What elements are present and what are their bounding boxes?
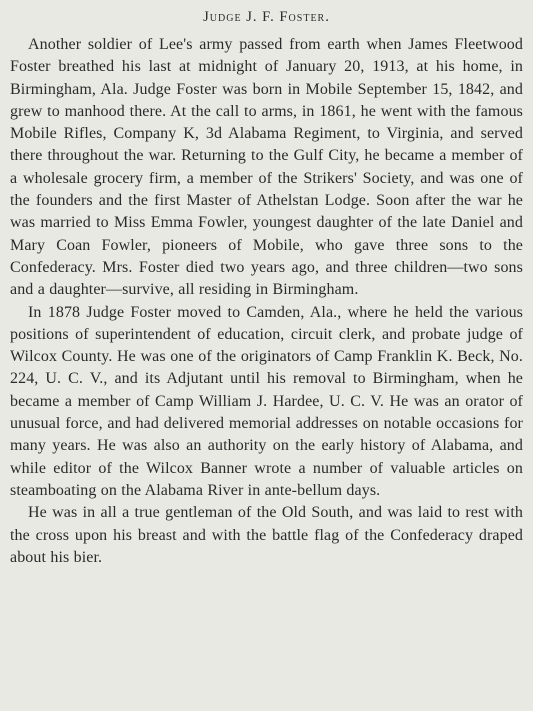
- paragraph-1: Another soldier of Lee's army passed from earth when James Fleetwood Foster breathed his last at midnight of January 20, 1913, at his home, in Birmingham, Ala. Judge Foster was born in Mobile September 15, 1842, and grew to manhood there. At the call to arms, in 1861, he went with the famous Mobile Rifles, Company K, 3d Alabama Regiment, to Virginia, and served there throughout the war. Returning to the Gulf City, he became a member of a wholesale grocery firm, a member of the Strikers' Society, and was one of the founders and the first Master of Athelstan Lodge. Soon after the war he was married to Miss Emma Fowler, youngest daughter of the late Daniel and Mary Coan Fowler, pioneers of Mobile, who gave three sons to the Confederacy. Mrs. Foster died two years ago, and three children—two sons and a daughter—survive, all residing in Birmingham.: [10, 36, 523, 299]
- article-title: Judge J. F. Foster.: [203, 9, 330, 25]
- paragraph-3: He was in all a true gentleman of the Old South, and was laid to rest with the cross upon his breast and with the battle flag of the Confederacy draped about his bier.: [10, 504, 523, 566]
- paragraph-2: In 1878 Judge Foster moved to Camden, Ala., where he held the various positions of superintendent of education, circuit clerk, and probate judge of Wilcox County. He was one of the originators of Camp Franklin K. Beck, No. 224, U. C. V., and its Adjutant until his removal to Birmingham, when he became a member of Camp William J. Hardee, U. C. V. He was an orator of unusual force, and had delivered memorial addresses on notable occasions for many years. He was also an authority on the early history of Alabama, and while editor of the Wilcox Banner wrote a number of valuable articles on steamboating on the Alabama River in ante-bellum days.: [10, 303, 523, 499]
- document-page: [10, 6, 523, 569]
